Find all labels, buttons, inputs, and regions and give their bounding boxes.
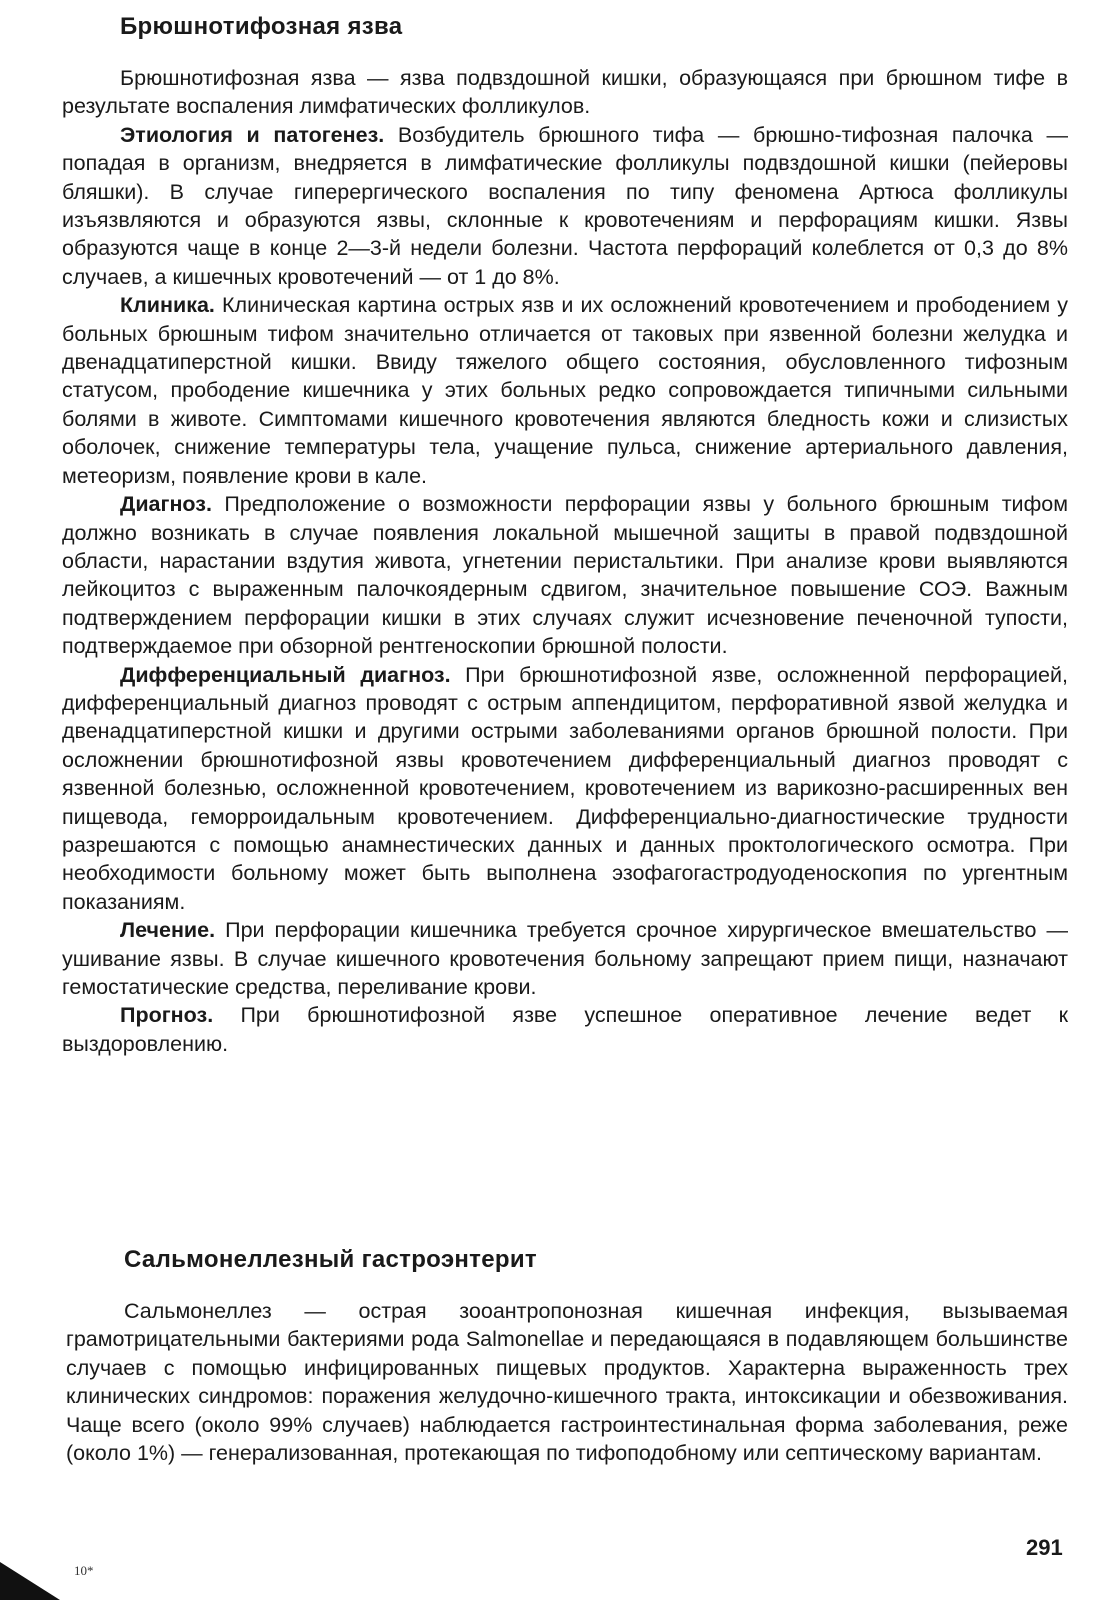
paragraph-differential: [62, 661, 1068, 917]
clinic-label: Клиника.: [120, 293, 215, 318]
paragraph-salmonella-intro: [66, 1297, 1068, 1467]
treatment-label: Лечение.: [120, 918, 216, 943]
paragraph-diagnosis: [62, 490, 1068, 660]
section-body-typhoid-ulcer: [62, 64, 1068, 1058]
paragraph-etiology: [62, 121, 1068, 291]
differential-text: При брюшнотифозной язве, осложненной перфорацией, дифференциальный диагноз проводят с острым аппендицитом, перфоративной язвой желудка и двенадцатиперстной кишки и другими острыми заболеваниями органов брюшной полости. При осложнении брюшнотифозной язвы кровотечением дифференциальный диагноз проводят с язвенной болезнью, осложненной кровотечением, кровотечением из варикозно-расширенных вен пищевода, геморроидальным кровотечением. Дифференциально-диагностические трудности разрешаются с помощью анамнестических данных и данных проктологического осмотра. При необходимости больному может быть выполнена эзофагогастродуоденоскопия по ургентным показаниям.: [62, 662, 1068, 914]
paragraph-clinic: [62, 291, 1068, 490]
clinic-text: Клиническая картина острых язв и их осложнений кровотечением и прободением у больных брюшным тифом значительно отличается от таковых при язвенной болезни желудка и двенадцатиперстной кишки. Ввиду тяжелого общего состояния, обусловленного тифозным статусом, прободение кишечника у этих больных редко сопровождается типичными сильными болями в животе. Симптомами кишечного кровотечения являются бледность кожи и слизистых оболочек, снижение температуры тела, учащение пульса, снижение артериального давления, метеоризм, появление крови в кале.: [62, 293, 1068, 488]
paragraph-treatment: [62, 916, 1068, 1001]
salmonella-intro-text: Сальмонеллез — острая зооантропонозная кишечная инфекция, вызываемая грамотрицательными бактериями рода Salmonellae и передающаяся в подавляющем большинстве случаев с помощью инфицированных пищевых продуктов. Характерна выраженность трех клинических синдромов: поражения желудочно-кишечного тракта, интоксикации и обезвоживания. Чаще всего (около 99% случаев) наблюдается гастроинтестинальная форма заболевания, реже (около 1%) — генерализованная, протекающая по тифоподобному или септическому вариантам.: [66, 1299, 1068, 1466]
section-body-salmonella: [66, 1297, 1068, 1467]
differential-label: Дифференциальный диагноз.: [120, 662, 451, 687]
paragraph-prognosis: [62, 1001, 1068, 1058]
prognosis-label: Прогноз.: [120, 1003, 214, 1028]
etiology-label: Этиология и патогенез.: [120, 122, 385, 147]
printer-signature: 10*: [74, 1563, 94, 1578]
paragraph-intro: [62, 64, 1068, 121]
section-heading-salmonella: Сальмонеллезный гастроэнтерит: [124, 1246, 537, 1273]
treatment-text: При перфорации кишечника требуется срочное хирургическое вмешательство — ушивание язвы. В случае кишечного кровотечения больному запрещают прием пищи, назначают гемостатические средства, переливание крови.: [62, 918, 1068, 999]
intro-text: Брюшнотифозная язва — язва подвздошной кишки, образующаяся при брюшном тифе в результате воспаления лимфатических фолликулов.: [62, 66, 1068, 119]
section-heading-typhoid-ulcer: Брюшнотифозная язва: [120, 13, 403, 40]
prognosis-text: При брюшнотифозной язве успешное оперативное лечение ведет к выздоровлению.: [62, 1003, 1068, 1056]
etiology-text: Возбудитель брюшного тифа — брюшно-тифозная палочка — попадая в организм, внедряется в лимфатические фолликулы подвздошной кишки (пейеровы бляшки). В случае гиперергического воспаления по типу феномена Артюса фолликулы изъязвляются и образуются язвы, склонные к кровотечениям и перфорациям кишки. Язвы образуются чаще в конце 2—3-й недели болезни. Частота перфораций колеблется от 0,3 до 8% случаев, а кишечных кровотечений — от 1 до 8%.: [62, 122, 1068, 289]
diagnosis-text: Предположение о возможности перфорации язвы у больного брюшным тифом должно возникать в случае появления локальной мышечной защиты в правой подвздошной области, нарастании вздутия живота, угнетении перистальтики. При анализе крови выявляются лейкоцитоз с выраженным палочкоядерным сдвигом, значительное повышение СОЭ. Важным подтверждением перфорации кишки в этих случаях служит исчезновение печеночной тупости, подтверждаемое при обзорной рентгеноскопии брюшной полости.: [62, 492, 1068, 659]
diagnosis-label: Диагноз.: [120, 492, 212, 517]
page-number: 291: [1026, 1535, 1063, 1560]
scan-corner-shadow: [0, 1540, 60, 1600]
